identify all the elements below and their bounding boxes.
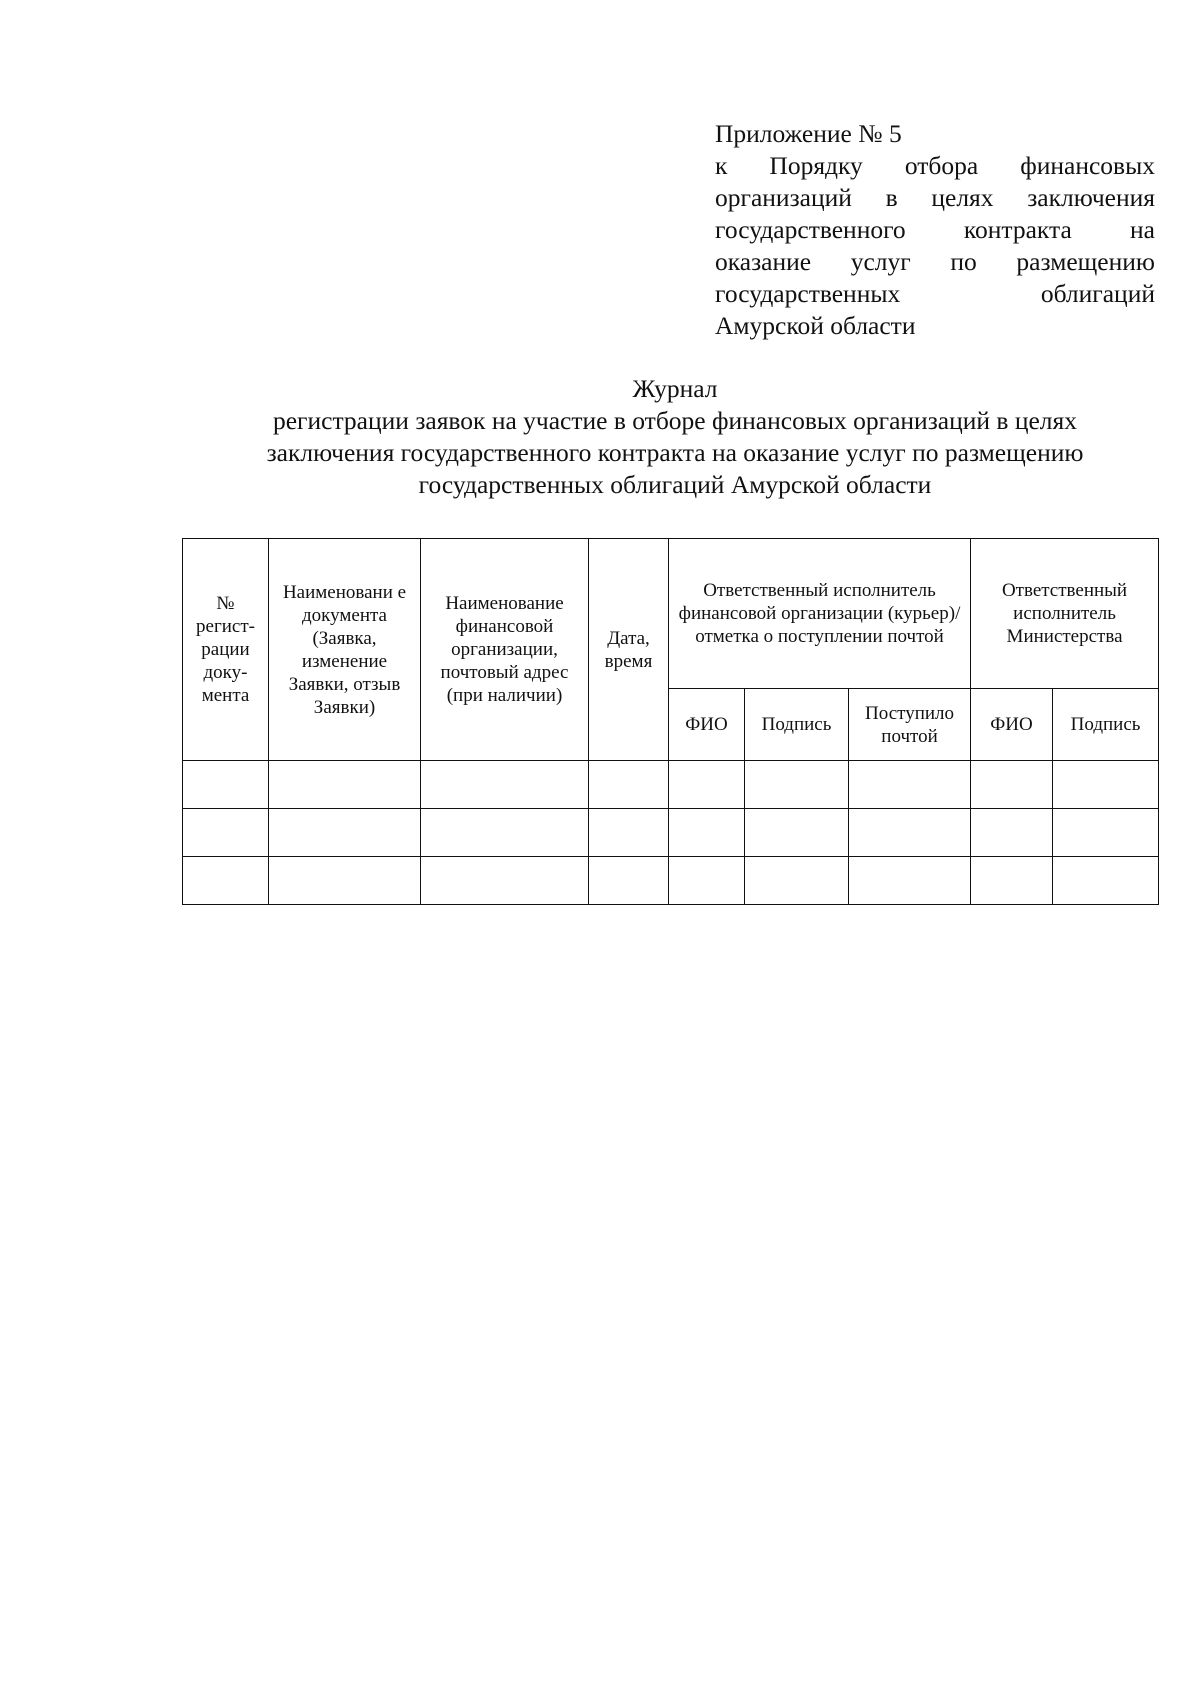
journal-subtitle-line-2: заключения государственного контракта на оказание услуг по размещению <box>266 438 1084 467</box>
appendix-line-4 <box>715 246 1155 278</box>
registration-journal-table <box>182 538 1159 905</box>
appendix-line-2 <box>715 182 1155 214</box>
header-group-fin-org: Ответственный исполнитель финансовой организации (курьер)/ отметка о поступлении почтой <box>669 539 971 689</box>
header-datetime: Дата, время <box>589 539 669 761</box>
appendix-line-6: Амурской области <box>715 311 916 340</box>
appendix-word: на <box>1130 215 1155 244</box>
appendix-word: отбора <box>904 151 979 180</box>
table-cell <box>421 809 589 857</box>
table-cell <box>849 857 971 905</box>
table-cell <box>589 761 669 809</box>
journal-title-block <box>180 373 1170 501</box>
table-cell <box>669 809 745 857</box>
table-cell <box>971 857 1053 905</box>
appendix-word: размещению <box>1016 247 1155 276</box>
journal-subtitle-line-1: регистрации заявок на участие в отборе финансовых организаций в целях <box>272 406 1077 435</box>
subheader-fio-fin-org: ФИО <box>669 689 745 761</box>
appendix-word: финансовых <box>1020 151 1155 180</box>
appendix-word: государственного <box>715 215 906 244</box>
appendix-word: организаций <box>715 183 852 212</box>
table-cell <box>1053 809 1159 857</box>
table-row <box>183 857 1159 905</box>
table-cell <box>269 761 421 809</box>
subheader-signature-ministry: Подпись <box>1053 689 1159 761</box>
appendix-word: контракта <box>963 215 1072 244</box>
appendix-word: заключения <box>1027 183 1155 212</box>
table-cell <box>183 809 269 857</box>
table-cell <box>971 761 1053 809</box>
appendix-word: государственных <box>715 279 901 308</box>
appendix-word: услуг <box>850 247 911 276</box>
table-cell <box>849 809 971 857</box>
journal-title: Журнал <box>632 374 718 403</box>
header-group-ministry: Ответственный исполнитель Министерства <box>971 539 1159 689</box>
appendix-word: к <box>715 151 728 180</box>
appendix-word: облигаций <box>1040 279 1155 308</box>
header-reg-number: № регист-рации доку-мента <box>183 539 269 761</box>
header-document-name: Наименовани е документа (Заявка, изменение Заявки, отзыв Заявки) <box>269 539 421 761</box>
appendix-line-3 <box>715 214 1155 246</box>
appendix-heading: Приложение № 5 <box>715 119 902 148</box>
journal-subtitle-line-3: государственных облигаций Амурской области <box>418 470 932 499</box>
appendix-line-1 <box>715 150 1155 182</box>
table-cell <box>971 809 1053 857</box>
table-cell <box>1053 857 1159 905</box>
appendix-word: целях <box>931 183 994 212</box>
table-cell <box>745 761 849 809</box>
table-cell <box>1053 761 1159 809</box>
table-cell <box>669 857 745 905</box>
table-row <box>183 809 1159 857</box>
appendix-word: по <box>950 247 977 276</box>
table-cell <box>421 761 589 809</box>
subheader-fio-ministry: ФИО <box>971 689 1053 761</box>
table-row <box>183 761 1159 809</box>
table-cell <box>589 809 669 857</box>
table-cell <box>669 761 745 809</box>
appendix-word: оказание <box>715 247 812 276</box>
appendix-block <box>715 118 1155 342</box>
appendix-word: Порядку <box>769 151 863 180</box>
header-organization-name: Наименование финансовой организации, почтовый адрес (при наличии) <box>421 539 589 761</box>
journal-body <box>183 761 1159 905</box>
table-cell <box>269 809 421 857</box>
table-cell <box>745 857 849 905</box>
table-cell <box>589 857 669 905</box>
appendix-line-5 <box>715 278 1155 310</box>
table-cell <box>745 809 849 857</box>
appendix-word: в <box>885 183 898 212</box>
table-cell <box>183 761 269 809</box>
subheader-received-by-mail: Поступило почтой <box>849 689 971 761</box>
table-cell <box>269 857 421 905</box>
subheader-signature-fin-org: Подпись <box>745 689 849 761</box>
table-cell <box>183 857 269 905</box>
table-cell <box>849 761 971 809</box>
table-cell <box>421 857 589 905</box>
